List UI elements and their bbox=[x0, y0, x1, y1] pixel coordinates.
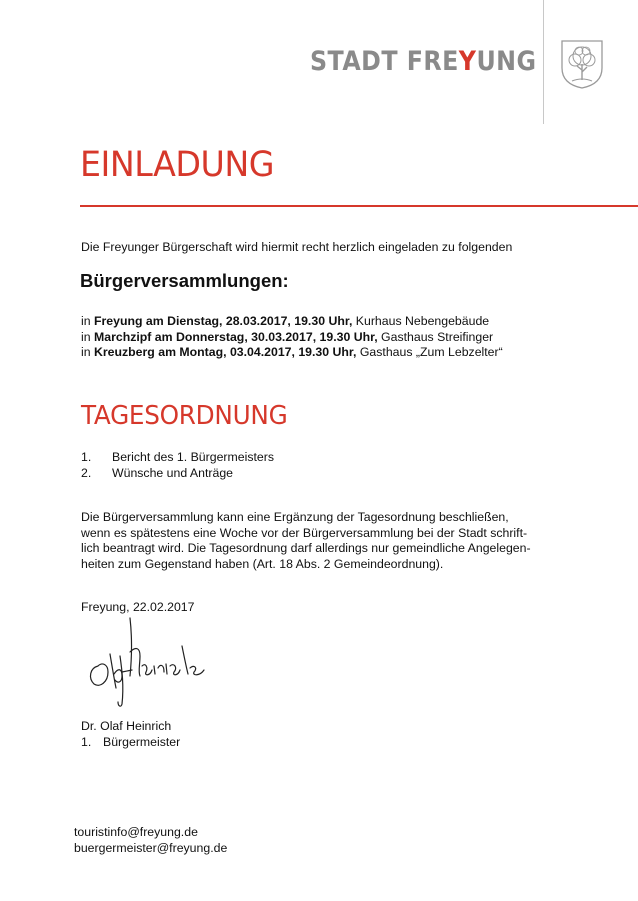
logo-text-part1: STADT FRE bbox=[310, 46, 459, 77]
section-heading: Bürgerversammlungen: bbox=[80, 270, 289, 291]
logo-text-y: Y bbox=[458, 46, 477, 77]
agenda-list bbox=[81, 449, 274, 481]
signer-block bbox=[81, 719, 180, 750]
intro-text: Die Freyunger Bürgerschaft wird hiermit recht herzlich eingeladen zu folgenden bbox=[81, 240, 513, 254]
meeting-item: in Marchzipf am Donnerstag, 30.03.2017, 19.30 Uhr, Gasthaus Streifinger bbox=[81, 329, 494, 344]
page-title: EINLADUNG bbox=[80, 145, 275, 185]
meeting-item: in Kreuzberg am Montag, 03.04.2017, 19.30 Uhr, Gasthaus „Zum Lebzelter“ bbox=[81, 345, 503, 359]
city-logo bbox=[310, 46, 536, 77]
body-paragraph: Die Bürgerversammlung kann eine Ergänzung der Tagesordnung beschließen, wenn es spätestens eine Woche vor der Bürgerversammlung bei der Stadt schrift- lich beantragt wird. Die Tagesordnung darf allerdings nur gemeindliche Angelegen- heiten zum Gegenstand haben (Art. 18 Abs. 2 Gemeindeordnung). bbox=[81, 510, 531, 571]
date-line: Freyung, 22.02.2017 bbox=[81, 600, 195, 614]
handwritten-signature bbox=[84, 616, 214, 711]
agenda-item: 1. Bericht des 1. Bürgermeisters bbox=[81, 450, 274, 464]
meeting-list bbox=[81, 314, 503, 361]
header-divider bbox=[543, 0, 544, 124]
contact-email[interactable]: buergermeister@freyung.de bbox=[74, 840, 228, 855]
agenda-item: 2. Wünsche und Anträge bbox=[81, 466, 233, 480]
contact-email[interactable]: touristinfo@freyung.de bbox=[74, 825, 198, 839]
signer-role: 1. Bürgermeister bbox=[81, 734, 181, 749]
logo-text-part2: UNG bbox=[476, 46, 537, 77]
contact-block bbox=[74, 825, 227, 856]
meeting-item: in Freyung am Dienstag, 28.03.2017, 19.30 Uhr, Kurhaus Nebengebäude bbox=[81, 314, 490, 328]
signer-name: Dr. Olaf Heinrich bbox=[81, 719, 172, 733]
tree-crest-icon bbox=[557, 38, 607, 90]
agenda-title: TAGESORDNUNG bbox=[81, 401, 288, 431]
title-underline bbox=[80, 205, 638, 207]
